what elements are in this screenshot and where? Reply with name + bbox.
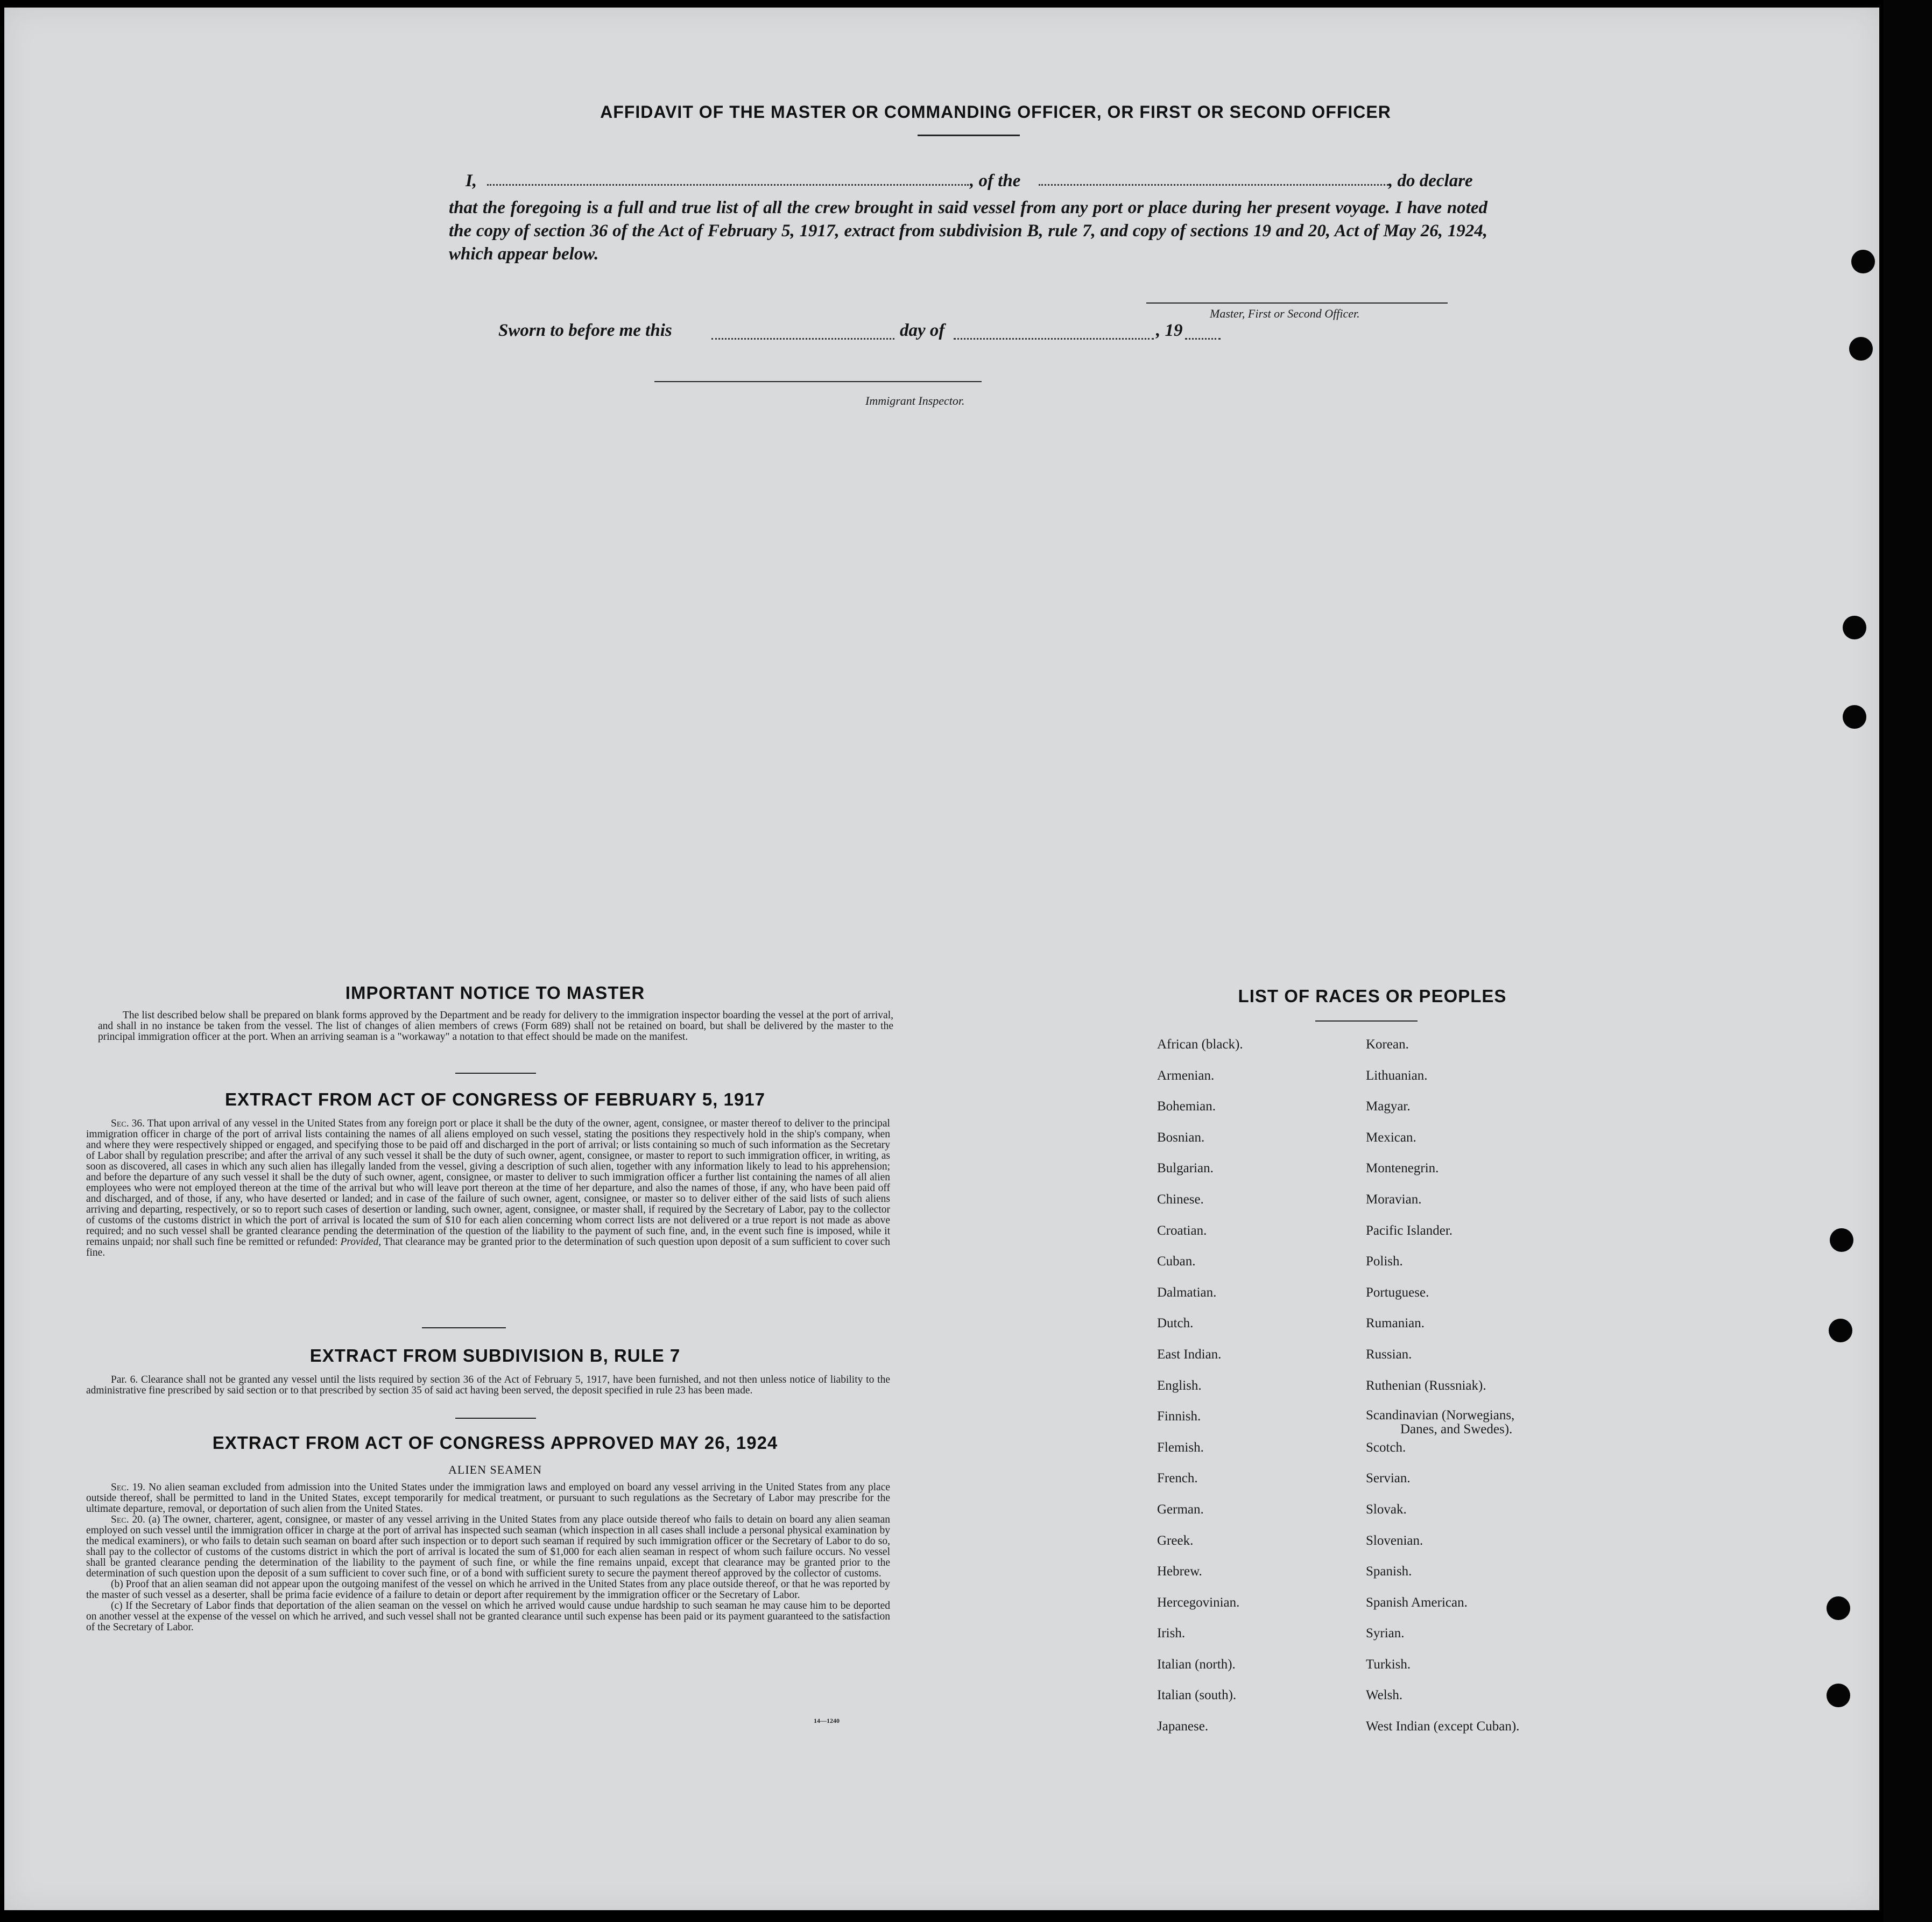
declaration-of-the: , of the: [970, 171, 1021, 191]
race-item-line: Scandinavian (Norwegians,: [1366, 1408, 1515, 1423]
punch-hole: [1851, 250, 1875, 273]
race-item: Lithuanian.: [1366, 1068, 1428, 1083]
punch-hole: [1849, 337, 1873, 361]
punch-hole: [1829, 1319, 1852, 1342]
races-title-underline: [1315, 1020, 1418, 1022]
race-item: Bosnian.: [1157, 1130, 1205, 1145]
race-item: Dalmatian.: [1157, 1285, 1217, 1300]
sec19-paragraph: [86, 1482, 890, 1515]
sec36-text-end: That clearance may be granted prior to the determination of such question upon deposit of a sum sufficient to cover such fine.: [86, 1236, 890, 1258]
extract-1917-title: EXTRACT FROM ACT OF CONGRESS OF FEBRUARY 5, 1917: [225, 1089, 765, 1109]
vessel-name-field[interactable]: [1039, 184, 1391, 186]
race-item: Slovak.: [1366, 1502, 1407, 1517]
punch-hole: [1830, 1228, 1853, 1252]
race-item: Magyar.: [1366, 1099, 1411, 1114]
sworn-prefix: Sworn to before me this: [498, 321, 672, 340]
sec36-paragraph: [86, 1118, 890, 1258]
race-item: Scotch.: [1366, 1440, 1406, 1455]
sec20c-paragraph: (c) If the Secretary of Labor finds that deportation of the alien seaman on the vessel on which he arrived would cause undue hardship to such seaman he may cause him to be deported on another vessel at the expense of the vessel on which he arrived, and such vessel shall not be granted clearance until such expense has been paid or its payment guaranteed to the satisfaction of the Secretary of Labor.: [86, 1600, 890, 1633]
race-item: Turkish.: [1366, 1657, 1411, 1672]
sworn-year-prefix: , 19: [1156, 321, 1183, 340]
race-item: Pacific Islander.: [1366, 1223, 1453, 1238]
sworn-day-of: day of: [900, 321, 945, 340]
race-item: Bohemian.: [1157, 1099, 1216, 1114]
inspector-signature-line[interactable]: [654, 381, 982, 382]
race-item: Chinese.: [1157, 1192, 1204, 1207]
rule7-title: EXTRACT FROM SUBDIVISION B, RULE 7: [309, 1346, 681, 1365]
race-item: Rumanian.: [1366, 1316, 1425, 1331]
race-item: Japanese.: [1157, 1719, 1209, 1734]
race-item: Mexican.: [1366, 1130, 1416, 1145]
race-item: Spanish.: [1366, 1564, 1412, 1579]
race-item: Welsh.: [1366, 1688, 1403, 1703]
sec20-label: Sec. 20.: [111, 1514, 145, 1525]
declaration-body: that the foregoing is a full and true list of all the crew brought in said vessel from any port or place during her present voyage. I have noted the copy of section 36 of the Act of February 5, 1917, extract from subdivision B, rule 7, and copy of sections 19 and 20, Act of May 26, 1924, which appear below.: [449, 198, 1487, 264]
notice-text: [98, 1010, 893, 1043]
rule7-paragraph: Par. 6. Clearance shall not be granted any vessel until the lists required by section 36 of the Act of February 5, 1917, have been furnished, and not then unless notice of liability to the administrative fine prescribed by said section or to that prescribed by section 35 of said act having been served, the deposit specified in rule 23 has been made.: [86, 1374, 890, 1396]
race-item-continuation: Danes, and Swedes).: [1400, 1422, 1513, 1437]
races-title: LIST OF RACES OR PEOPLES: [1238, 986, 1507, 1006]
race-item: Hebrew.: [1157, 1564, 1202, 1579]
race-item: Irish.: [1157, 1626, 1186, 1641]
race-item: Montenegrin.: [1366, 1161, 1439, 1176]
sec20a-text: (a) The owner, charterer, agent, consignee, or master of any vessel arriving in the United States from any place outside thereof who fails to detain on board any alien seaman employed on such vessel until the immigration officer in charge at the port of arrival has inspected such seaman (which inspection in all cases shall include a personal physical examination by the medical examiners), or who fails to detain such seaman on board after such inspection or to deport such seaman if required by such immigration officer or the Secretary of Labor to do so, shall pay to the collector of customs of the customs district in which the port of arrival is located the sum of $1,000 for each alien seaman in respect of whom such failure occurs. No vessel shall be granted clearance pending the determination of the liability to the payment of such fine, or while the fine remains unpaid, except that clearance may be granted prior to the determination of such question upon the deposit of a sum sufficient to cover such fine, or of a bond with sufficient surety to secure the payment thereof approved by the collector of customs.: [86, 1514, 890, 1579]
race-item: [1366, 1409, 1519, 1440]
race-item: German.: [1157, 1502, 1204, 1517]
race-item: Italian (north).: [1157, 1657, 1236, 1672]
race-item: French.: [1157, 1471, 1198, 1486]
declaration-line: [466, 171, 477, 191]
sworn-day-field[interactable]: [711, 338, 894, 340]
declarant-name-field[interactable]: [487, 184, 969, 186]
race-item: Korean.: [1366, 1037, 1409, 1052]
section-divider: [455, 1418, 536, 1419]
race-item: African (black).: [1157, 1037, 1243, 1052]
race-item: Russian.: [1366, 1347, 1412, 1362]
declaration-suffix: , do declare: [1388, 171, 1473, 191]
race-item: Portuguese.: [1366, 1285, 1429, 1300]
notice-paragraph: The list described below shall be prepared on blank forms approved by the Department and be ready for delivery to the immigration inspector boarding the vessel at the port of arrival, and shall in no instance be taken from the vessel. The list of changes of alien members of crews (Form 689) shall not be retained on board, but shall be delivered by the master to the principal immigration officer at the port. When an arriving seaman is a "workaway" a notation to that effect should be made on the manifest.: [98, 1010, 893, 1043]
race-item: Flemish.: [1157, 1440, 1204, 1455]
race-item: English.: [1157, 1378, 1202, 1393]
rule7-text: [86, 1375, 890, 1396]
race-item: Polish.: [1366, 1254, 1403, 1269]
extract-1917-text: [86, 1118, 890, 1258]
race-item: Slovenian.: [1366, 1533, 1423, 1548]
race-item: West Indian (except Cuban).: [1366, 1719, 1520, 1734]
section-divider: [455, 1073, 536, 1074]
race-item: Bulgarian.: [1157, 1161, 1214, 1176]
sec36-label: Sec. 36.: [111, 1118, 145, 1129]
punch-hole: [1843, 705, 1866, 729]
punch-hole: [1843, 616, 1866, 639]
scan-edge: [1884, 0, 1932, 1922]
races-left-column: [1157, 1037, 1243, 1750]
punch-hole: [1827, 1596, 1850, 1620]
inspector-caption: Immigrant Inspector.: [865, 394, 965, 407]
title-underline: [918, 135, 1020, 136]
race-item: Armenian.: [1157, 1068, 1215, 1083]
affidavit-title: AFFIDAVIT OF THE MASTER OR COMMANDING OFFICER, OR FIRST OR SECOND OFFICER: [600, 102, 1391, 122]
form-number: 14—1240: [814, 1717, 840, 1724]
race-item: Finnish.: [1157, 1409, 1201, 1424]
signature-line[interactable]: [1146, 302, 1448, 304]
race-item: Hercegovinian.: [1157, 1595, 1240, 1610]
sec36-text: That upon arrival of any vessel in the United States from any foreign port or place it shall be the duty of the owner, agent, consignee, or master thereof to deliver to the principal immigration officer in charge of the port of arrival lists containing the names of all aliens employed on such vessel, stating the positions they respectively hold in the ship's company, when and where they were respectively shipped or engaged, and specifying those to be paid off and discharged in the port of arrival; or lists containing so much of such information as the Secretary of Labor shall by regulation prescribe; and after the arrival of any such vessel it shall be the duty of such owner, agent, consignee, or master to report to such immigration officer, in writing, as soon as discovered, all cases in which any such alien has illegally landed from the vessel, giving a description of such alien, together with any information likely to lead to his apprehension; and before the departure of any such vessel it shall be the duty of such owner, agent, consignee, or master to deliver to such immigration officer a further list containing the names of all alien employees who were not employed thereon at the time of the arrival but who will leave port thereon at the time of her departure, and also the names of those, if any, who have been paid off and discharged, and of those, if any, who have deserted or landed; and in case of the failure of such owner, agent, consignee, or master so to deliver either of the said lists of such aliens arriving and departing, respectively, or so to report such cases of desertion or landing, such owner, agent, consignee, or master shall, if required by the Secretary of Labor, pay to the collector of customs of the customs district in which the port of arrival is located the sum of $10 for each alien concerning whom correct lists are not delivered or a true report is not made as above required; and no such vessel shall be granted clearance pending the determination of the question of the liability to the payment of such fine, and, in the event such fine is imposed, while it remains unpaid; nor shall such fine be remitted or refunded:: [86, 1118, 890, 1248]
sec19-text: No alien seaman excluded from admission into the United States under the immigration laws and employed on board any vessel arriving in the United States from any place outside thereof, shall be permitted to land in the United States, except temporarily for medical treatment, or pursuant to such regulations as the Secretary of Labor may prescribe for the ultimate departure, removal, or deportation of such alien from the United States.: [86, 1482, 891, 1515]
sec19-label: Sec. 19.: [111, 1482, 146, 1493]
sworn-month-field[interactable]: [954, 338, 1154, 340]
punch-hole: [1827, 1684, 1850, 1707]
races-right-column: [1366, 1037, 1519, 1750]
section-divider: [422, 1327, 506, 1328]
extract-1924-subtitle: ALIEN SEAMEN: [448, 1463, 542, 1476]
race-item: Ruthenian (Russniak).: [1366, 1378, 1486, 1393]
race-item: East Indian.: [1157, 1347, 1222, 1362]
sworn-year-field[interactable]: [1185, 338, 1221, 340]
race-item: Dutch.: [1157, 1316, 1194, 1331]
notice-title: IMPORTANT NOTICE TO MASTER: [345, 983, 645, 1003]
extract-1924-text: [86, 1482, 890, 1633]
extract-1924-title: EXTRACT FROM ACT OF CONGRESS APPROVED MAY 26, 1924: [212, 1433, 778, 1453]
race-item: Greek.: [1157, 1533, 1194, 1548]
race-item: Spanish American.: [1366, 1595, 1468, 1610]
race-item: Servian.: [1366, 1471, 1411, 1486]
race-item: Croatian.: [1157, 1223, 1207, 1238]
sec20a-paragraph: [86, 1515, 890, 1579]
provided-word: Provided,: [340, 1236, 382, 1248]
race-item: Italian (south).: [1157, 1688, 1237, 1703]
signature-caption: Master, First or Second Officer.: [1210, 307, 1360, 320]
sec20b-paragraph: (b) Proof that an alien seaman did not appear upon the outgoing manifest of the vessel on which he arrived in the United States from any place outside thereof, or that he was reported by the master of such vessel as a deserter, shall be prima facie evidence of a failure to detain or deport after requirement by the immigration officer or the Secretary of Labor.: [86, 1579, 890, 1601]
race-item: Cuban.: [1157, 1254, 1196, 1269]
race-item: Syrian.: [1366, 1626, 1405, 1641]
race-item: Moravian.: [1366, 1192, 1422, 1207]
declaration-prefix: I,: [466, 171, 477, 191]
